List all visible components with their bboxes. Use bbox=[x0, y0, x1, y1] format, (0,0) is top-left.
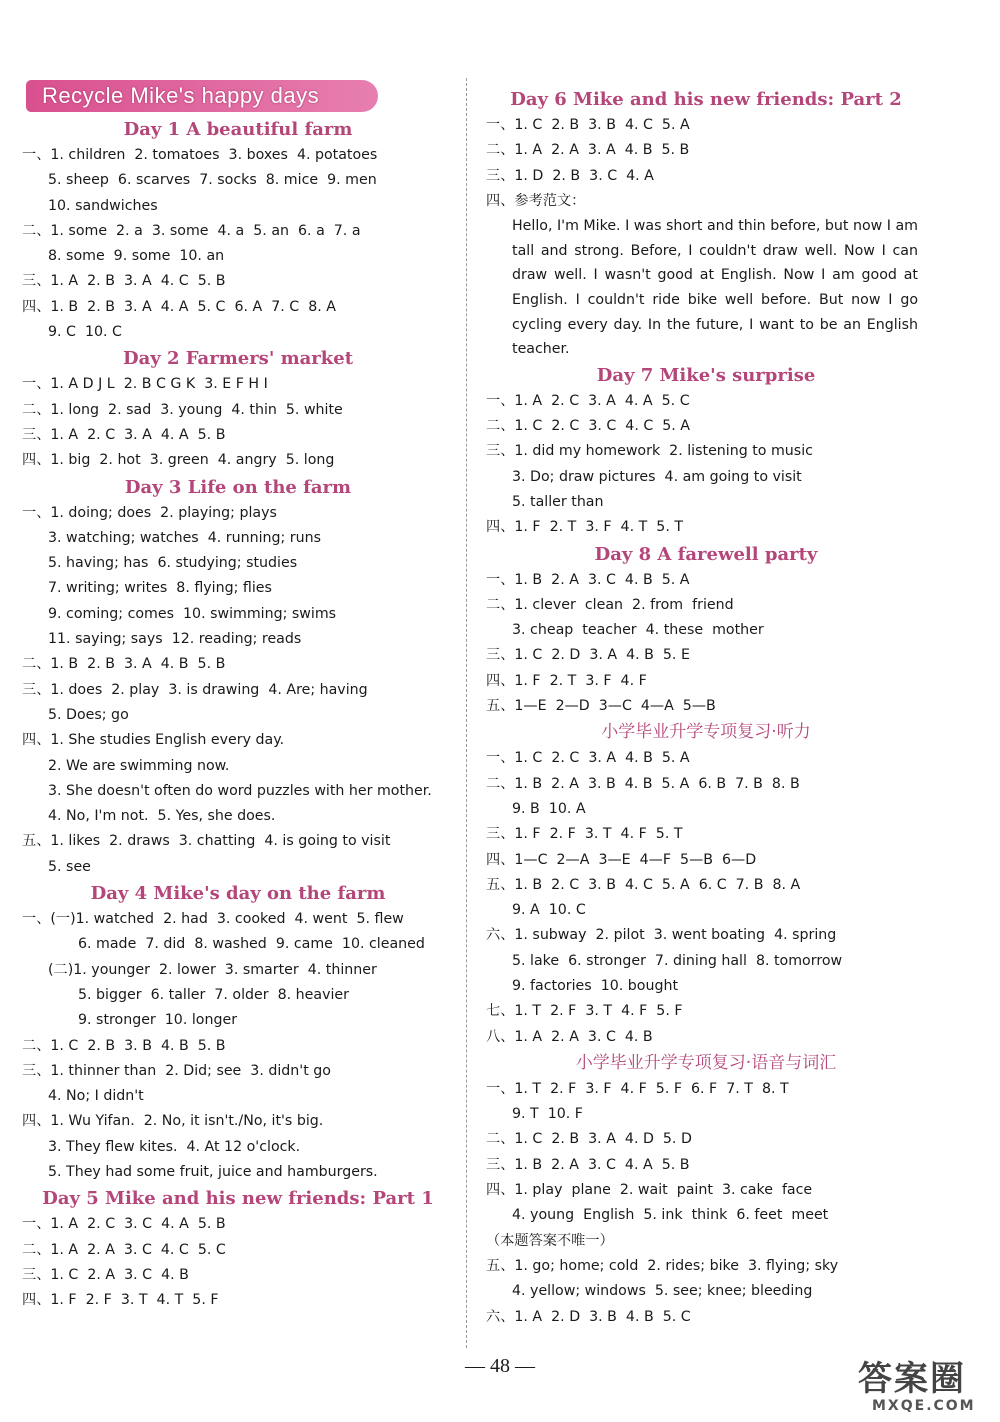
answer-line: 3. cheap teacher 4. these mother bbox=[512, 622, 764, 639]
answer-line: 一、1. C 2. C 3. A 4. B 5. A bbox=[486, 750, 690, 767]
answer-line: 8. some 9. some 10. an bbox=[48, 248, 225, 265]
section-heading: Day 2 Farmers' market bbox=[122, 348, 354, 370]
answer-line: 一、1. B 2. A 3. C 4. B 5. A bbox=[486, 571, 690, 588]
answer-line: 三、1. did my homework 2. listening to music bbox=[486, 443, 813, 460]
answer-line: 四、1. B 2. B 3. A 4. A 5. C 6. A 7. C 8. A bbox=[22, 298, 336, 315]
answer-line: 3. Do; draw pictures 4. am going to visit bbox=[512, 468, 802, 485]
answer-line: 6. made 7. did 8. washed 9. came 10. cleaned bbox=[78, 936, 425, 953]
answer-line: 一、1. A 2. C 3. C 4. A 5. B bbox=[22, 1216, 226, 1233]
answer-line: 二、1. B 2. B 3. A 4. B 5. B bbox=[22, 656, 226, 673]
answer-line: 一、1. children 2. tomatoes 3. boxes 4. potatoes bbox=[22, 147, 378, 163]
answer-line: 四、1. big 2. hot 3. green 4. angry 5. long bbox=[22, 452, 335, 469]
answer-line: 三、1. A 2. B 3. A 4. C 5. B bbox=[22, 273, 226, 290]
answer-line: 二、1. A 2. A 3. A 4. B 5. B bbox=[486, 142, 690, 159]
column-divider bbox=[466, 78, 467, 1348]
section-heading: Day 1 A beautiful farm bbox=[123, 119, 353, 140]
left-column bbox=[22, 80, 454, 1313]
section-heading: Day 3 Life on the farm bbox=[124, 476, 352, 498]
answer-line: 四、1. F 2. T 3. F 4. T 5. T bbox=[486, 519, 684, 536]
answer-line: （本题答案不唯一） bbox=[486, 1232, 614, 1249]
answer-line: 11. saying; says 12. reading; reads bbox=[48, 631, 302, 648]
answer-line: 5. Does; go bbox=[48, 706, 129, 723]
answer-line: 9. A 10. C bbox=[512, 902, 586, 919]
answer-line: 三、1. thinner than 2. Did; see 3. didn't go bbox=[22, 1062, 331, 1079]
answer-line: 二、1. C 2. B 3. A 4. D 5. D bbox=[486, 1131, 692, 1148]
answer-line: 六、1. A 2. D 3. B 4. B 5. C bbox=[486, 1308, 691, 1325]
answer-line: 二、1. B 2. A 3. B 4. B 5. A 6. B 7. B 8. B bbox=[486, 775, 800, 792]
answer-line: 四、1. play plane 2. wait paint 3. cake face bbox=[486, 1182, 813, 1199]
answer-line: 一、1. T 2. F 3. F 4. F 5. F 6. F 7. T 8. T bbox=[486, 1080, 789, 1097]
answer-line: 三、1. C 2. A 3. C 4. B bbox=[22, 1266, 189, 1283]
answer-line: 4. No, I'm not. 5. Yes, she does. bbox=[48, 808, 276, 825]
answer-line: 五、1. B 2. C 3. B 4. C 5. A 6. C 7. B 8. A bbox=[486, 876, 801, 893]
answer-line: 5. taller than bbox=[512, 493, 604, 510]
answer-line: 5. bigger 6. taller 7. older 8. heavier bbox=[78, 986, 349, 1003]
watermark-logo bbox=[858, 1360, 988, 1416]
answer-line: 4. No; I didn't bbox=[48, 1088, 144, 1105]
answer-line: 5. They had some fruit, juice and hamburgers. bbox=[48, 1163, 378, 1180]
section-heading: Day 7 Mike's surprise bbox=[596, 364, 816, 386]
answer-line: 7. writing; writes 8. flying; flies bbox=[48, 580, 272, 597]
answer-line: 三、1. B 2. A 3. C 4. A 5. B bbox=[486, 1156, 690, 1173]
right-column bbox=[486, 86, 926, 1330]
answer-line: 9. T 10. F bbox=[512, 1106, 583, 1123]
answer-line: 三、1. A 2. C 3. A 4. A 5. B bbox=[22, 426, 226, 443]
answer-line: 五、1—E 2—D 3—C 4—A 5—B bbox=[486, 698, 716, 715]
sample-essay: Hello, I'm Mike. I was short and thin before, but now I am tall and strong. Before, I couldn't draw well. Now I can draw well. I wasn't good at English. Now I am good at English. I couldn't ride bike well before. But now I go cycling every day. In the future, I want to be an English teacher. bbox=[512, 218, 918, 358]
answer-line: 二、1. C 2. B 3. B 4. B 5. B bbox=[22, 1037, 226, 1054]
answer-line: 二、1. long 2. sad 3. young 4. thin 5. white bbox=[22, 401, 343, 418]
section-heading: Day 8 A farewell party bbox=[594, 543, 818, 565]
answer-line: 四、1. F 2. F 3. T 4. T 5. F bbox=[22, 1292, 219, 1309]
answer-line: 3. watching; watches 4. running; runs bbox=[48, 529, 322, 546]
answer-line: 二、1. C 2. C 3. C 4. C 5. A bbox=[486, 418, 691, 435]
answer-line: 5. sheep 6. scarves 7. socks 8. mice 9. men bbox=[48, 172, 377, 189]
answer-line: 4. yellow; windows 5. see; knee; bleeding bbox=[512, 1283, 813, 1300]
answer-line: 三、1. F 2. F 3. T 4. F 5. T bbox=[486, 826, 683, 843]
watermark-sub: MXQE.COM bbox=[872, 1398, 976, 1414]
answer-line: 2. We are swimming now. bbox=[48, 757, 230, 774]
section-heading: Day 5 Mike and his new friends: Part 1 bbox=[42, 1188, 434, 1210]
section-heading: Day 6 Mike and his new friends: Part 2 bbox=[510, 89, 902, 110]
answer-line: 五、1. likes 2. draws 3. chatting 4. is going to visit bbox=[22, 833, 391, 850]
section-heading: 小学毕业升学专项复习·听力 bbox=[601, 722, 811, 743]
answer-line: 四、1. Wu Yifan. 2. No, it isn't./No, it's big. bbox=[22, 1113, 324, 1130]
page-number: — 48 — bbox=[465, 1355, 535, 1377]
answer-line: 四、1. She studies English every day. bbox=[22, 732, 285, 749]
answer-line: 三、1. does 2. play 3. is drawing 4. Are; having bbox=[22, 681, 368, 698]
answer-line: 9. C 10. C bbox=[48, 324, 122, 341]
answer-line: 9. stronger 10. longer bbox=[78, 1012, 238, 1029]
answer-line: 四、1. F 2. T 3. F 4. F bbox=[486, 672, 647, 689]
answer-line: 二、1. some 2. a 3. some 4. a 5. an 6. a 7. a bbox=[22, 222, 361, 239]
answer-line: 一、1. A D J L 2. B C G K 3. E F H I bbox=[22, 376, 268, 393]
answer-line: 一、(一)1. watched 2. had 3. cooked 4. went 5. flew bbox=[22, 911, 404, 928]
answer-line: 四、1—C 2—A 3—E 4—F 5—B 6—D bbox=[486, 851, 757, 868]
answer-line: 七、1. T 2. F 3. T 4. F 5. F bbox=[486, 1003, 683, 1020]
answer-line: (二)1. younger 2. lower 3. smarter 4. thinner bbox=[48, 961, 377, 978]
answer-line: 一、1. A 2. C 3. A 4. A 5. C bbox=[486, 392, 690, 409]
answer-line: 5. lake 6. stronger 7. dining hall 8. tomorrow bbox=[512, 952, 843, 969]
answer-line: 9. B 10. A bbox=[512, 800, 586, 817]
answer-line: 二、1. A 2. A 3. C 4. C 5. C bbox=[22, 1241, 226, 1258]
section-heading: 小学毕业升学专项复习·语音与词汇 bbox=[575, 1052, 837, 1073]
answer-line: 9. factories 10. bought bbox=[512, 977, 679, 994]
answer-line: 一、1. doing; does 2. playing; plays bbox=[22, 504, 277, 521]
watermark-main: 答案圈 bbox=[858, 1359, 966, 1399]
answer-line: 9. coming; comes 10. swimming; swims bbox=[48, 605, 337, 622]
answer-line: 五、1. go; home; cold 2. rides; bike 3. flying; sky bbox=[486, 1257, 839, 1274]
answer-line: 四、参考范文： bbox=[486, 192, 586, 209]
answer-line: 一、1. C 2. B 3. B 4. C 5. A bbox=[486, 117, 690, 133]
section-heading: Day 4 Mike's day on the farm bbox=[90, 883, 386, 905]
answer-line: 二、1. clever clean 2. from friend bbox=[486, 596, 734, 613]
answer-line: 六、1. subway 2. pilot 3. went boating 4. spring bbox=[486, 927, 837, 944]
answer-line: 3. She doesn't often do word puzzles with her mother. bbox=[48, 782, 432, 799]
answer-line: 八、1. A 2. A 3. C 4. B bbox=[486, 1028, 653, 1045]
answer-line: 10. sandwiches bbox=[48, 197, 158, 214]
answer-line: 4. young English 5. ink think 6. feet meet bbox=[512, 1207, 829, 1224]
answer-line: 5. see bbox=[48, 858, 91, 875]
section-banner: Recycle Mike's happy days bbox=[26, 80, 378, 112]
answer-line: 三、1. C 2. D 3. A 4. B 5. E bbox=[486, 647, 690, 664]
answer-line: 3. They flew kites. 4. At 12 o'clock. bbox=[48, 1138, 301, 1155]
answer-line: 三、1. D 2. B 3. C 4. A bbox=[486, 167, 654, 184]
answer-line: 5. having; has 6. studying; studies bbox=[48, 555, 298, 572]
